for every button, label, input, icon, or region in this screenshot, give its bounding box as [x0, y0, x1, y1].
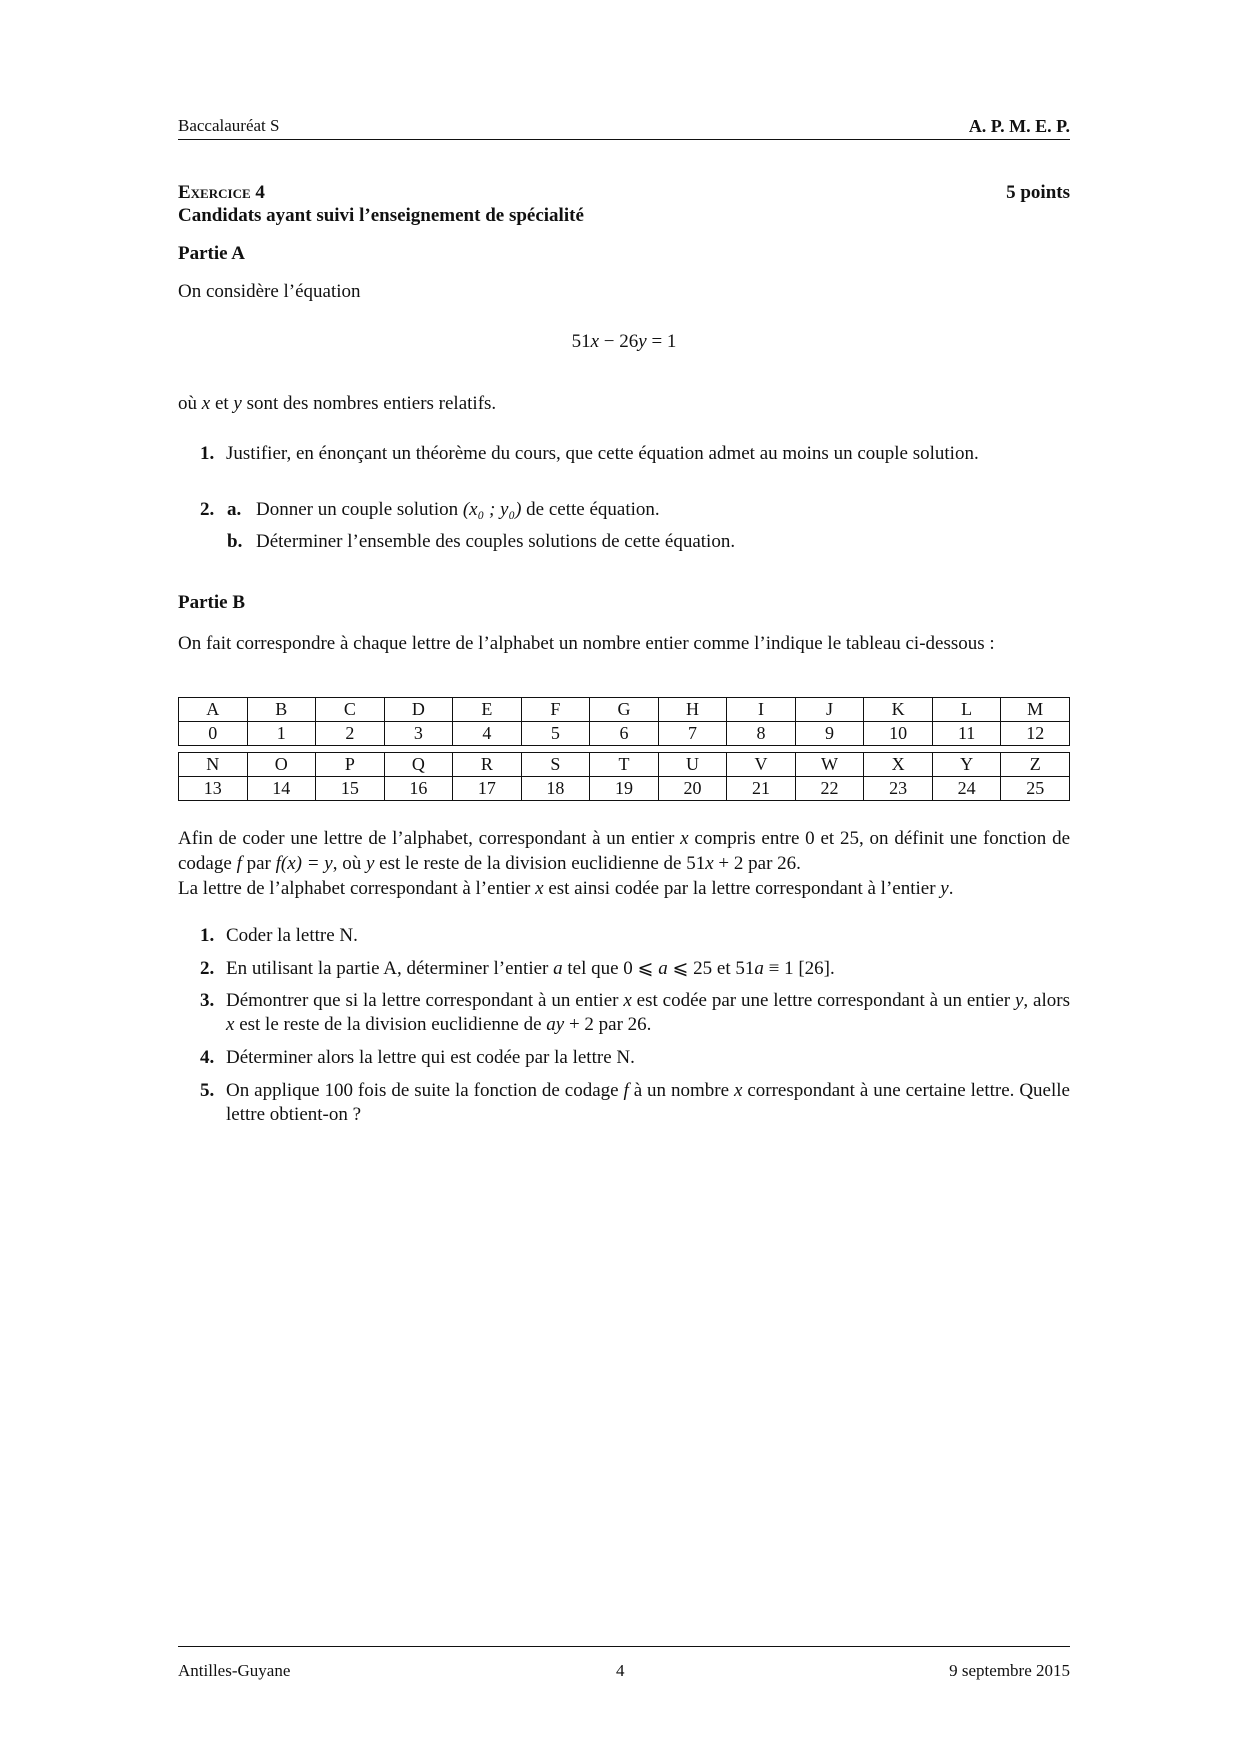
partB-question-1: 1. Coder la lettre N.	[200, 925, 358, 946]
footer-rule	[178, 1646, 1070, 1647]
partB-question-3: 3. Démontrer que si la lettre correspondant à un entier x est codée par une lettre correspondant à un entier y, alors x est le reste de la division euclidienne de ay + 2 par 26.	[200, 990, 1070, 1035]
partB-question-2: 2. En utilisant la partie A, déterminer l’entier a tel que 0 ⩽ a ⩽ 25 et 51a ≡ 1 [26].	[200, 958, 835, 979]
partB-title: Partie B	[178, 592, 246, 613]
alphabet-table-2	[178, 752, 1070, 801]
alphabet-table-1	[178, 697, 1070, 746]
page-header	[178, 116, 1070, 137]
partA-question-1: 1. Justifier, en énonçant un théorème du cours, que cette équation admet au moins un couple solution.	[200, 443, 979, 464]
page-number: 4	[616, 1661, 625, 1680]
partB-definition: Afin de coder une lettre de l’alphabet, correspondant à un entier x compris entre 0 et 25, on définit une fonction de codage f par f(x) = y, où y est le reste de la division euclidienne de 51x + 2 par 26.	[178, 828, 1070, 874]
table-row-letters: A B C D E F G H I J K L M	[179, 698, 1070, 722]
table-row-numbers: 0 1 2 3 4 5 6 7 8 9 10 11 12	[179, 722, 1070, 746]
partA-intro: On considère l’équation	[178, 281, 361, 302]
header-left: Baccalauréat S	[178, 116, 280, 135]
partB-intro: On fait correspondre à chaque lettre de l’alphabet un nombre entier comme l’indique le tableau ci-dessous :	[178, 633, 995, 654]
header-right: A. P. M. E. P.	[968, 116, 1070, 136]
footer-left: Antilles-Guyane	[178, 1661, 291, 1680]
exercise-points: 5 points	[1006, 182, 1070, 203]
exercise-heading	[178, 182, 1070, 204]
equation: 51x − 26y = 1	[571, 331, 677, 352]
table-row-letters: N O P Q R S T U V W X Y Z	[179, 753, 1070, 777]
partB-question-5: 5. On applique 100 fois de suite la fonction de codage f à un nombre x correspondant à une certaine lettre. Quelle lettre obtient-on ?	[200, 1080, 1070, 1125]
exercise-title: Exercice 4	[178, 182, 265, 203]
partB-question-4: 4. Déterminer alors la lettre qui est codée par la lettre N.	[200, 1047, 635, 1068]
exercise-subtitle: Candidats ayant suivi l’enseignement de spécialité	[178, 205, 584, 226]
partB-coding-sentence: La lettre de l’alphabet correspondant à l’entier x est ainsi codée par la lettre correspondant à l’entier y.	[178, 878, 954, 899]
header-rule	[178, 139, 1070, 140]
footer-right: 9 septembre 2015	[949, 1661, 1070, 1680]
table-row-numbers: 13 14 15 16 17 18 19 20 21 22 23 24 25	[179, 777, 1070, 801]
partA-title: Partie A	[178, 243, 246, 264]
partA-where: où x et y sont des nombres entiers relatifs.	[178, 393, 497, 414]
